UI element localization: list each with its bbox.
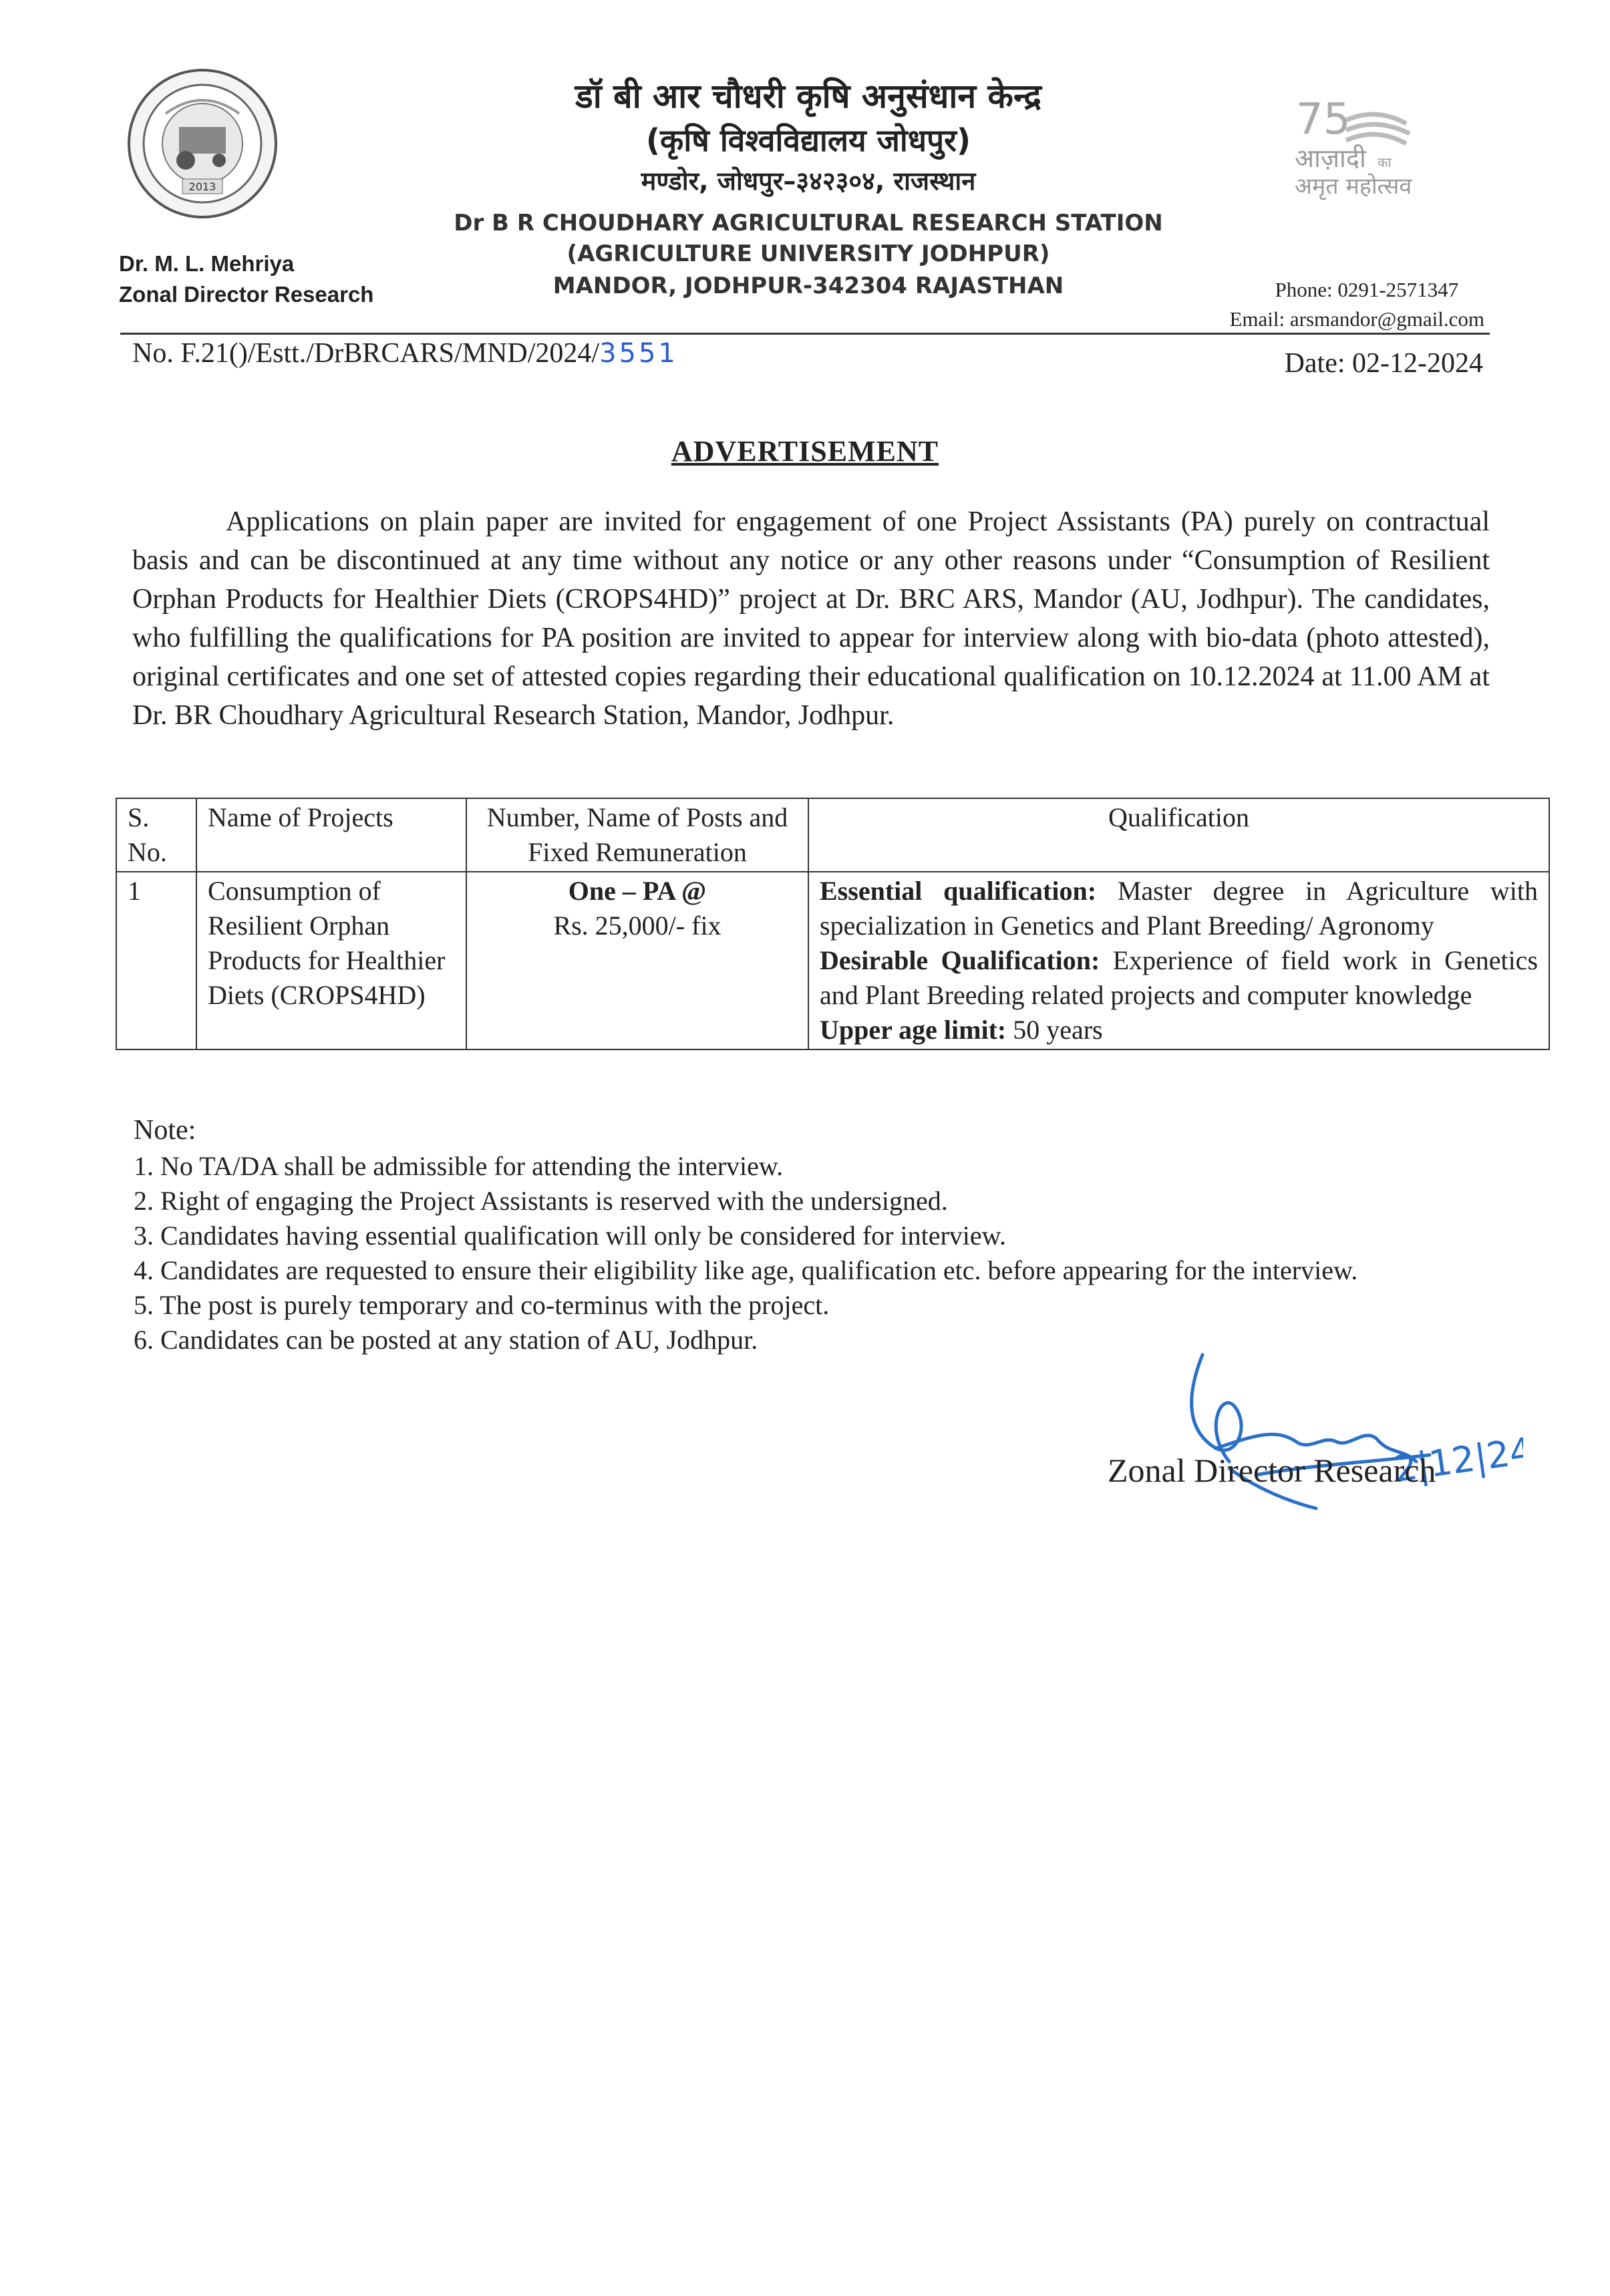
hindi-address: मण्डोर, जोधपुर–३४२३०४, राजस्थान [641,166,976,196]
table-header-row [116,798,1549,872]
english-address: MANDOR, JODHPUR-342304 RAJASTHAN [552,273,1064,299]
document-date: Date: 02-12-2024 [1284,348,1483,379]
desirable-label: Desirable Qualification: [820,945,1100,975]
age-limit [820,1013,1538,1047]
university-emblem [126,67,279,224]
row-qualification [808,872,1549,1049]
director-name: Dr. M. L. Mehriya [119,251,295,276]
email-address: Email: arsmandor@gmail.com [1229,307,1484,331]
list-item: 5. The post is purely temporary and co-terminus with the project. [134,1290,830,1320]
phone-number: Phone: 0291-2571347 [1275,278,1459,301]
list-item: 3. Candidates having essential qualification will only be considered for interview. [134,1220,1006,1251]
age-text: 50 years [1006,1015,1103,1045]
posts-count: One – PA @ [568,876,707,906]
essential-label: Essential qualification: [820,876,1097,906]
list-item: 2. Right of engaging the Project Assistants is reserved with the undersigned. [134,1186,948,1216]
desirable-text: Experience of field work in Genetics and Plant Breeding related projects and computer knowledge [820,945,1539,1010]
director-info [119,249,373,310]
handwritten-signature [1176,1348,1523,1525]
table-row [116,872,1549,1049]
row-sno: 1 [116,872,196,1049]
signatory-title: Zonal Director Research [1108,1452,1436,1489]
row-project: Consumption of Resilient Orphan Products for Healthier Diets (CROPS4HD) [196,872,466,1049]
list-item: 4. Candidates are requested to ensure their eligibility like age, qualification etc. before appearing for the interview. [134,1255,1358,1285]
header-sno: S. No. [116,798,196,872]
letterhead-divider [120,333,1490,335]
logo-hindi-line1: आज़ादी [1295,144,1366,173]
age-label: Upper age limit: [820,1015,1007,1045]
page-title: ADVERTISEMENT [671,435,939,468]
contact-info [1229,275,1484,334]
reference-number-prefix: No. F.21()/Estt./DrBRCARS/MND/2024/ [132,338,600,369]
logo-hindi-small: का [1378,154,1392,170]
header-posts: Number, Name of Posts and Fixed Remuneration [466,798,808,872]
english-university-name: (AGRICULTURE UNIVERSITY JODHPUR) [567,240,1050,267]
english-institute-name: Dr B R CHOUDHARY AGRICULTURAL RESEARCH STATION [454,210,1163,236]
logo-number: 75 [1296,95,1351,144]
header-qualification: Qualification [808,798,1549,872]
emblem-year: 2013 [188,180,216,193]
desirable-qualification [820,943,1538,1013]
reference-number [132,337,678,369]
row-posts [466,872,808,1049]
notes-list [134,1149,1456,1357]
posts-remuneration: Rs. 25,000/- fix [553,911,721,941]
header-project: Name of Projects [196,798,466,872]
advertisement-body: Applications on plain paper are invited for engagement of one Project Assistants (PA) purely on contractual basis and can be discontinued at any time without any notice or any other reasons under “Consumption of Resilient Orphan Products for Healthier Diets (CROPS4HD)” project at Dr. BRC ARS, Mandor (AU, Jodhpur). The candidates, who fulfilling the qualifications for PA position are invited to appear for interview along with bio-data (photo attested), original certificates and one set of attested copies regarding their educational qualification on 10.12.2024 at 11.00 AM at Dr. BR Choudhary Agricultural Research Station, Mandor, Jodhpur. [132,506,1490,731]
reference-number-handwritten: 3551 [599,338,678,369]
director-title: Zonal Director Research [119,282,374,307]
list-item: 1. No TA/DA shall be admissible for attending the interview. [134,1151,784,1181]
hindi-university-name: (कृषि विश्वविद्यालय जोधपुर) [645,122,971,158]
hindi-institute-name: डॉ बी आर चौधरी कृषि अनुसंधान केन्द्र [575,77,1041,116]
vacancy-table [116,798,1550,1050]
notes-title: Note: [134,1115,196,1146]
logo-hindi-line2: अमृत महोत्सव [1295,173,1412,200]
essential-qualification [820,874,1538,943]
azadi-amrit-mahotsav-logo [1283,94,1430,210]
essential-text: Master degree in Agriculture with specialization in Genetics and Plant Breeding/ Agronomy [820,876,1538,941]
signature-date: 2|12|24 [1392,1429,1523,1490]
list-item: 6. Candidates can be posted at any station of AU, Jodhpur. [134,1325,758,1355]
